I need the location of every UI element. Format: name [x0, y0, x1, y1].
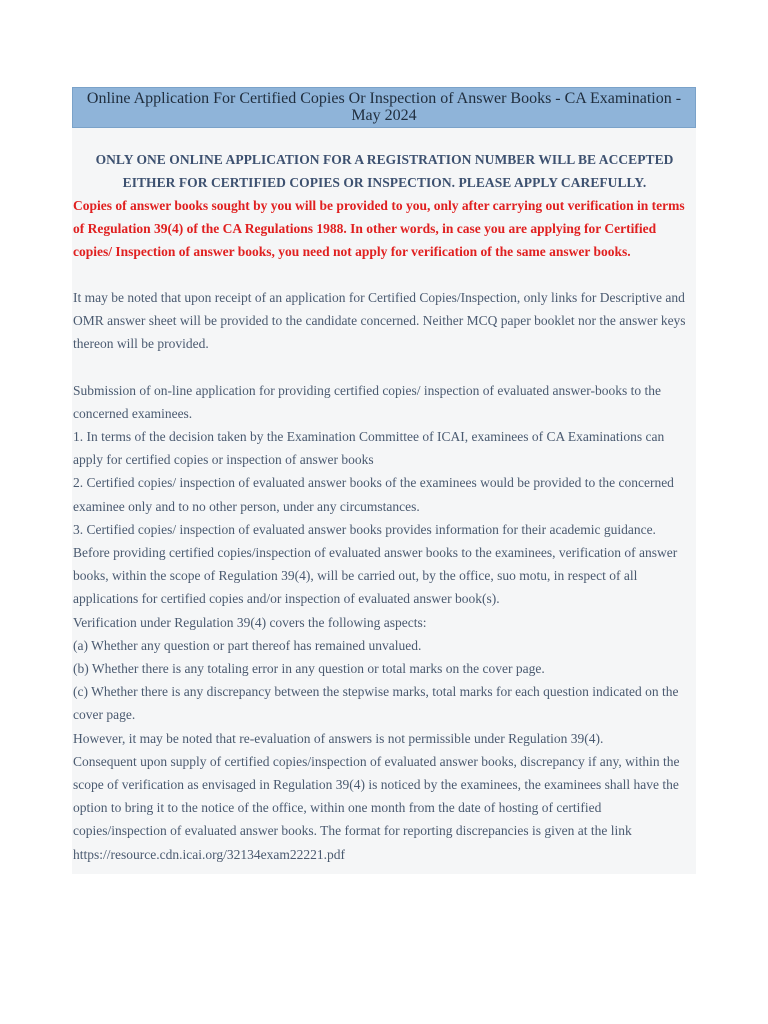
submission-intro: Submission of on-line application for providing certified copies/ inspection of evaluated answer-books to the concerned examinees.	[73, 382, 661, 421]
spacer	[73, 356, 696, 379]
one-application-notice: ONLY ONE ONLINE APPLICATION FOR A REGISTRATION NUMBER WILL BE ACCEPTED EITHER FOR CERTIFIED COPIES OR INSPECTION. PLEASE APPLY CAREFULLY.	[95, 152, 674, 190]
point-2: 2. Certified copies/ inspection of evaluated answer books of the examinees would be provided to the concerned examinee only and to no other person, under any circumstances.	[73, 475, 674, 514]
page-title: Online Application For Certified Copies Or Inspection of Answer Books - CA Examination - May 2024	[72, 87, 696, 128]
point-1: 1. In terms of the decision taken by the Examination Committee of ICAI, examinees of CA Examinations can apply for certified copies or inspection of answer books	[73, 429, 665, 468]
point-3: 3. Certified copies/ inspection of evaluated answer books provides information for their academic guidance. Before providing certified copies/inspection of evaluated answer books to the examinees, verification of answer books, within the scope of Regulation 39(4), will be carried out, by the office, suo motu, in respect of all applications for certified copies and/or inspection of evaluated answer book(s).	[73, 521, 678, 607]
aspect-a: (a) Whether any question or part thereof has remained unvalued.	[73, 637, 422, 653]
aspect-c: (c) Whether there is any discrepancy between the stepwise marks, total marks for each question indicated on the cover page.	[73, 684, 679, 723]
application-info-panel	[72, 87, 696, 874]
aspect-b: (b) Whether there is any totaling error in any question or total marks on the cover page.	[73, 661, 545, 677]
reevaluation-note: However, it may be noted that re-evaluation of answers is not permissible under Regulation 39(4).	[73, 730, 604, 746]
verification-warning: Copies of answer books sought by you will be provided to you, only after carrying out verification in terms of Regulation 39(4) of the CA Regulations 1988. In other words, in case you are applying for Certified copies/ Inspection of answer books, you need not apply for verification of the same answer books.	[73, 198, 685, 259]
spacer	[73, 263, 696, 286]
instructions-body	[72, 128, 696, 874]
discrepancy-format-link[interactable]: https://resource.cdn.icai.org/32134exam22221.pdf	[73, 846, 345, 862]
discrepancy-note: Consequent upon supply of certified copies/inspection of evaluated answer books, discrepancy if any, within the scope of verification as envisaged in Regulation 39(4) is noticed by the examinees, the examinees shall have the option to bring it to the notice of the office, within one month from the date of hosting of certified copies/inspection of evaluated answer books. The format for reporting discrepancies is given at the link	[73, 753, 680, 839]
verification-intro: Verification under Regulation 39(4) covers the following aspects:	[73, 614, 427, 630]
links-note: It may be noted that upon receipt of an application for Certified Copies/Inspection, only links for Descriptive and OMR answer sheet will be provided to the candidate concerned. Neither MCQ paper booklet nor the answer keys thereon will be provided.	[73, 290, 686, 352]
